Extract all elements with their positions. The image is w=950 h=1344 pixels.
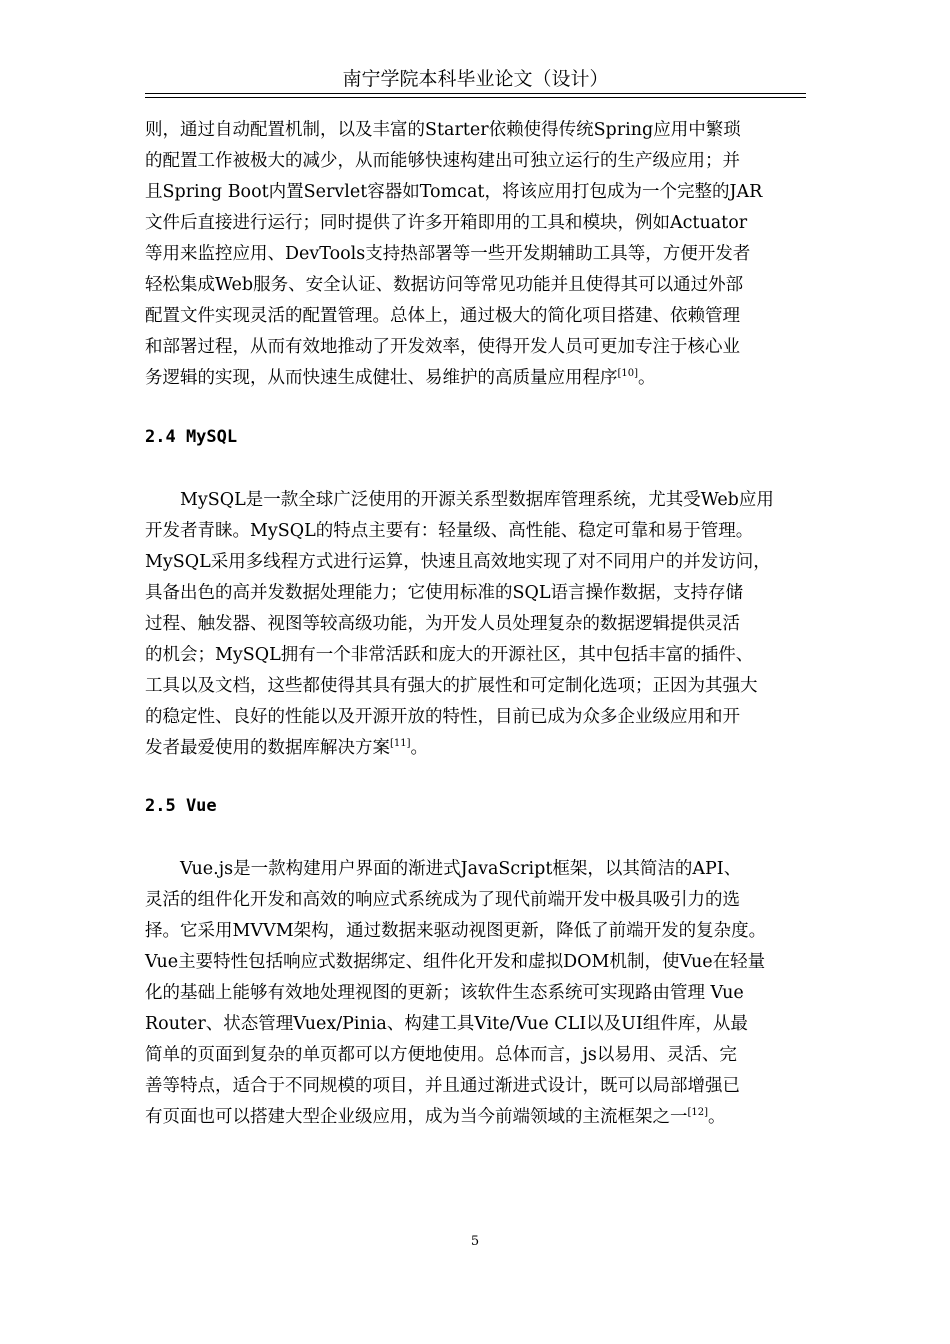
citation-ref: [12] [687, 1107, 709, 1118]
text-line-last [145, 1102, 810, 1133]
text-line: 等用来监控应用、DevTools支持热部署等一些开发期辅助工具等，方便开发者 [145, 244, 751, 264]
text-line: 灵活的组件化开发和高效的响应式系统成为了现代前端开发中极具吸引力的选 [145, 890, 740, 910]
paragraph-spring-boot [145, 115, 810, 394]
text-line: Vue.js是一款构建用户界面的渐进式JavaScript框架，以其简洁的API、 [145, 859, 742, 879]
text-line: 善等特点，适合于不同规模的项目，并且通过渐进式设计，既可以局部增强已 [145, 1076, 740, 1096]
page-number: 5 [470, 1234, 480, 1249]
text-fragment: 务逻辑的实现，从而快速生成健壮、易维护的高质量应用程序 [145, 368, 618, 388]
text-line: 开发者青睐。MySQL的特点主要有：轻量级、高性能、稳定可靠和易于管理。 [145, 521, 754, 541]
sentence-end: 。 [638, 368, 656, 388]
text-line-last [145, 363, 810, 394]
paragraph-vue [145, 854, 810, 1133]
text-fragment: 发者最爱使用的数据库解决方案 [145, 738, 390, 758]
text-line: 文件后直接进行运行；同时提供了许多开箱即用的工具和模块，例如Actuator [145, 213, 748, 233]
text-line: 且Spring Boot内置Servlet容器如Tomcat，将该应用打包成为一个完整的JAR [145, 182, 763, 202]
text-line: 的稳定性、良好的性能以及开源开放的特性，目前已成为众多企业级应用和开 [145, 707, 740, 727]
text-line: Router、状态管理Vuex/Pinia、构建工具Vite/Vue CLI以及UI组件库，从最 [145, 1014, 748, 1034]
section-heading-mysql: 2.4 MySQL [145, 427, 238, 447]
sentence-end: 。 [708, 1107, 726, 1127]
paragraph-mysql [145, 485, 810, 764]
citation-ref: [11] [390, 738, 411, 749]
header-rule [145, 93, 806, 94]
text-line: 的机会；MySQL拥有一个非常活跃和庞大的开源社区，其中包括丰富的插件、 [145, 645, 754, 665]
text-line: 工具以及文档，这些都使得其具有强大的扩展性和可定制化选项；正因为其强大 [145, 676, 758, 696]
text-line: 具备出色的高并发数据处理能力；它使用标准的SQL语言操作数据，支持存储 [145, 583, 743, 603]
sentence-end: 。 [410, 738, 429, 758]
text-line: 化的基础上能够有效地处理视图的更新；该软件生态系统可实现路由管理 Vue [145, 983, 744, 1003]
text-fragment: 有页面也可以搭建大型企业级应用，成为当今前端领域的主流框架之一 [145, 1107, 688, 1127]
page-header-title: 南宁学院本科毕业论文（设计） [342, 68, 609, 90]
text-line: Vue主要特性包括响应式数据绑定、组件化开发和虚拟DOM机制，使Vue在轻量 [145, 952, 766, 972]
text-line: 则，通过自动配置机制，以及丰富的Starter依赖使得传统Spring应用中繁琐 [145, 120, 741, 140]
text-line: MySQL采用多线程方式进行运算，快速且高效地实现了对不同用户的并发访问， [145, 552, 771, 572]
text-line: 简单的页面到复杂的单页都可以方便地使用。总体而言，js以易用、灵活、完 [145, 1045, 737, 1065]
text-line: 轻松集成Web服务、安全认证、数据访问等常见功能并且使得其可以通过外部 [145, 275, 744, 295]
header-rule-thin [145, 97, 806, 98]
text-line: 过程、触发器、视图等较高级功能，为开发人员处理复杂的数据逻辑提供灵活 [145, 614, 740, 634]
text-line: 配置文件实现灵活的配置管理。总体上，通过极大的简化项目搭建、依赖管理 [145, 306, 740, 326]
section-heading-vue: 2.5 Vue [145, 796, 217, 816]
citation-ref: [10] [617, 368, 639, 379]
text-line: MySQL是一款全球广泛使用的开源关系型数据库管理系统，尤其受Web应用 [145, 490, 774, 510]
text-line-last [145, 733, 810, 764]
text-line: 择。它采用MVVM架构，通过数据来驱动视图更新，降低了前端开发的复杂度。 [145, 921, 767, 941]
text-line: 和部署过程，从而有效地推动了开发效率，使得开发人员可更加专注于核心业 [145, 337, 740, 357]
text-line: 的配置工作被极大的减少，从而能够快速构建出可独立运行的生产级应用；并 [145, 151, 740, 171]
